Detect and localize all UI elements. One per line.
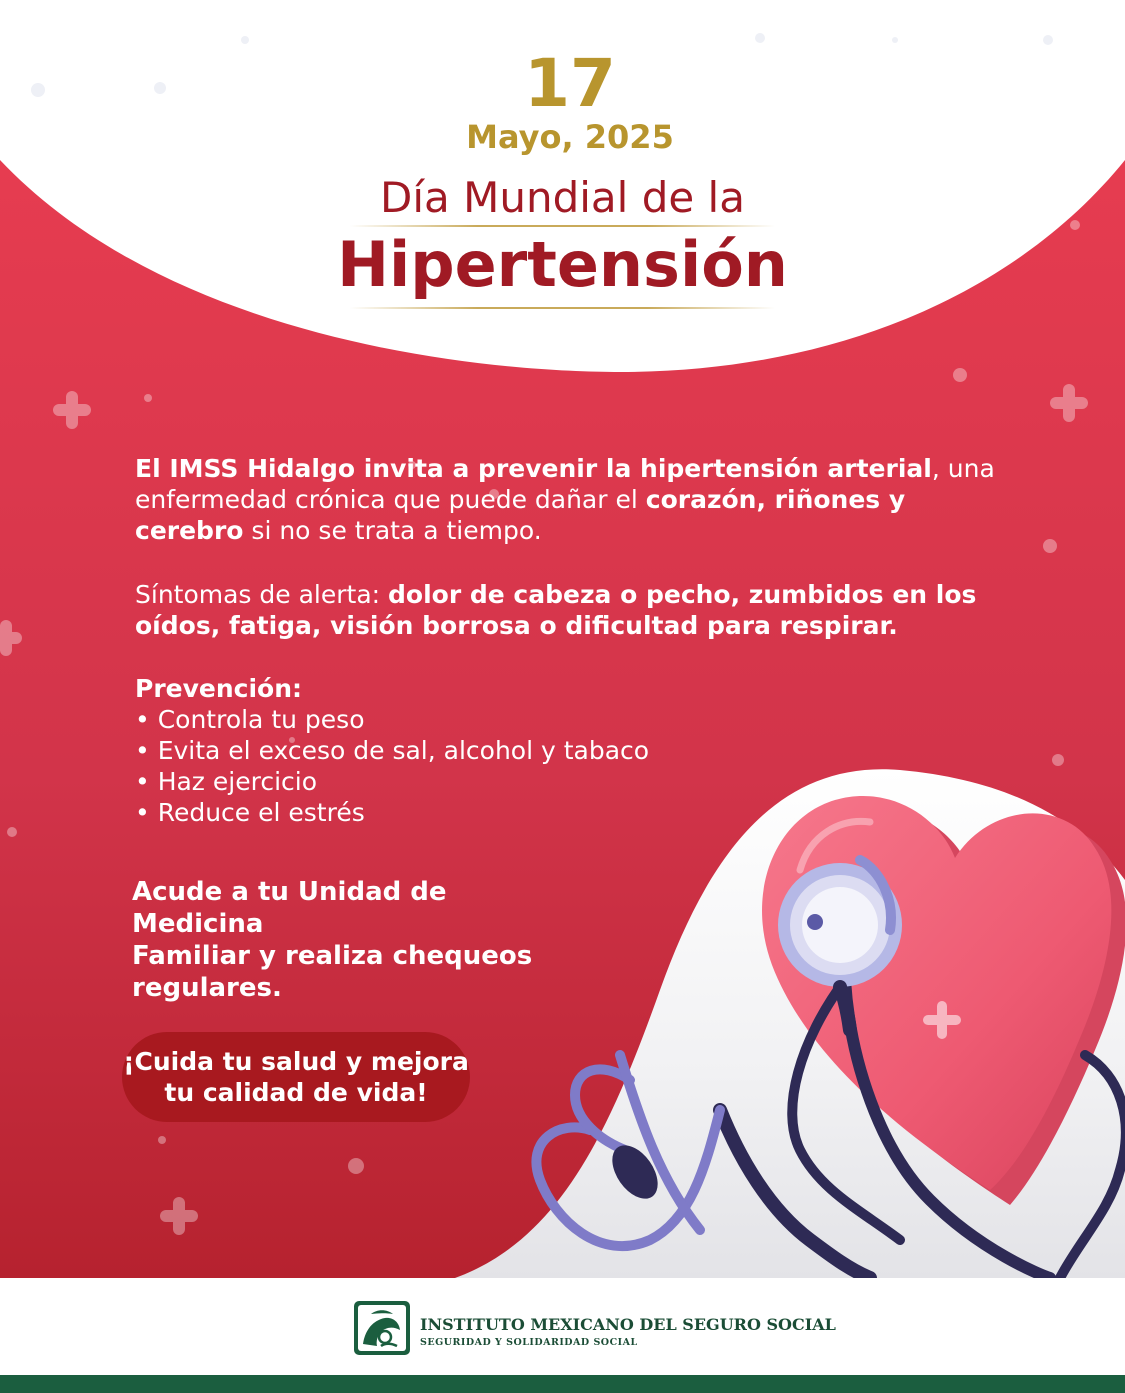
list-item: • Controla tu peso <box>135 705 365 734</box>
intro-text-2: si no se trata a tiempo. <box>243 516 542 545</box>
call-to-action <box>132 876 572 1004</box>
gold-divider-top <box>350 225 775 227</box>
intro-bold-2: corazón, riñones y cerebro <box>135 485 906 545</box>
list-item: • Reduce el estrés <box>135 798 365 827</box>
list-item: • Evita el exceso de sal, alcohol y tabaco <box>135 736 650 765</box>
prevention-title: Prevención: <box>135 674 303 703</box>
cta-line-2: Familiar y realiza chequeos <box>132 941 533 971</box>
title-line-1: Día Mundial de la <box>380 173 745 222</box>
footer-green-bar <box>0 1375 1125 1393</box>
slogan-line-2: tu calidad de vida! <box>164 1078 428 1107</box>
slogan-badge <box>122 1032 470 1122</box>
list-item: • Haz ejercicio <box>135 767 317 796</box>
intro-bold-1: El IMSS Hidalgo invita a prevenir la hipertensión arterial <box>135 454 932 483</box>
imss-eagle-logo <box>353 1300 411 1356</box>
symptoms-list: dolor de cabeza o pecho, zumbidos en los oídos, fatiga, visión borrosa o dificultad para respirar. <box>135 580 977 640</box>
symptoms-paragraph <box>135 579 1005 641</box>
gold-divider-bottom <box>350 307 775 309</box>
org-motto: SEGURIDAD Y SOLIDARIDAD SOCIAL <box>420 1337 638 1348</box>
cta-line-3: regulares. <box>132 973 282 1003</box>
symptoms-label: Síntomas de alerta: <box>135 580 389 609</box>
title-line-2: Hipertensión <box>337 228 788 301</box>
date-month-year: Mayo, 2025 <box>466 118 674 156</box>
prevention-list <box>135 704 649 828</box>
cta-line-1: Acude a tu Unidad de Medicina <box>132 877 447 939</box>
intro-paragraph <box>135 453 1005 546</box>
intro-text-1: , una enfermedad crónica que puede dañar el <box>135 454 995 514</box>
slogan-line-1: ¡Cuida tu salud y mejora <box>123 1047 469 1076</box>
date-day: 17 <box>524 45 616 122</box>
org-name: INSTITUTO MEXICANO DEL SEGURO SOCIAL <box>420 1315 836 1334</box>
